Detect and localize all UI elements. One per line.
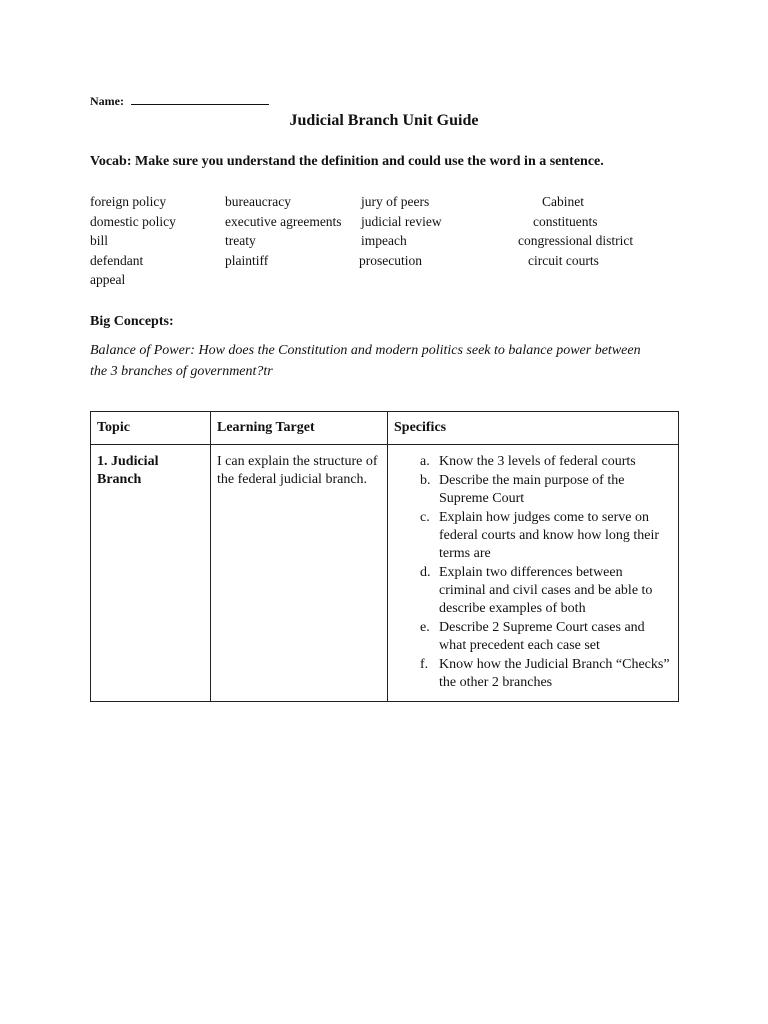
learning-target-cell: I can explain the structure of the federal judicial branch. <box>211 445 388 702</box>
vocab-word: impeach <box>361 233 407 248</box>
big-concepts-heading: Big Concepts: <box>90 314 174 329</box>
list-item-text: Know how the Judicial Branch “Checks” the other 2 branches <box>439 657 670 690</box>
list-marker: a. <box>420 454 430 469</box>
vocab-word: plaintiff <box>225 252 269 268</box>
list-item <box>394 619 672 655</box>
name-blank-line[interactable] <box>131 93 269 105</box>
unit-guide-table <box>90 411 679 702</box>
table-header-row <box>91 412 679 445</box>
vocab-word: judicial review <box>361 213 442 229</box>
specifics-cell <box>388 445 679 702</box>
list-item <box>394 453 672 471</box>
big-concepts-question: Balance of Power: How does the Constitution and modern politics seek to balance power between the 3 branches of government?tr <box>90 343 641 379</box>
list-marker: c. <box>420 510 430 525</box>
vocab-word: prosecution <box>359 252 422 268</box>
list-item-text: Describe the main purpose of the Supreme Court <box>439 473 625 506</box>
list-item-text: Know the 3 levels of federal courts <box>439 454 636 469</box>
list-marker: e. <box>420 620 430 635</box>
vocab-word: foreign policy <box>90 194 167 209</box>
vocab-word: appeal <box>90 272 126 287</box>
vocab-word: jury of peers <box>361 194 430 209</box>
topic-cell: 1. Judicial Branch <box>91 445 211 702</box>
vocab-word: circuit courts <box>528 252 599 268</box>
page-title: Judicial Branch Unit Guide <box>289 112 479 129</box>
list-marker: f. <box>420 657 429 672</box>
list-item <box>394 656 672 692</box>
header-learning-target: Learning Target <box>211 412 388 445</box>
vocab-word: bill <box>90 233 109 248</box>
vocab-word: defendant <box>90 252 144 268</box>
list-marker: d. <box>420 565 431 580</box>
list-item-text: Explain how judges come to serve on federal courts and know how long their terms are <box>439 510 660 561</box>
header-topic: Topic <box>91 412 211 445</box>
vocab-word: congressional district <box>518 233 634 248</box>
name-field <box>90 93 269 109</box>
vocab-word: treaty <box>225 233 256 248</box>
vocab-word: executive agreements <box>225 213 342 229</box>
name-label: Name: <box>90 94 124 108</box>
list-marker: b. <box>420 473 431 488</box>
vocab-word: constituents <box>533 213 598 229</box>
vocab-word: Cabinet <box>542 194 584 209</box>
list-item-text: Explain two differences between criminal and civil cases and be able to describe examples of both <box>439 565 653 616</box>
vocab-word: domestic policy <box>90 213 176 229</box>
list-item-text: Describe 2 Supreme Court cases and what precedent each case set <box>439 620 645 653</box>
table-row <box>91 445 679 702</box>
vocab-word: bureaucracy <box>225 194 291 209</box>
list-item <box>394 509 672 563</box>
list-item <box>394 564 672 618</box>
header-specifics: Specifics <box>388 412 679 445</box>
list-item <box>394 472 672 508</box>
specifics-list <box>394 453 672 692</box>
vocab-heading: Vocab: Make sure you understand the definition and could use the word in a sentence. <box>90 154 604 169</box>
